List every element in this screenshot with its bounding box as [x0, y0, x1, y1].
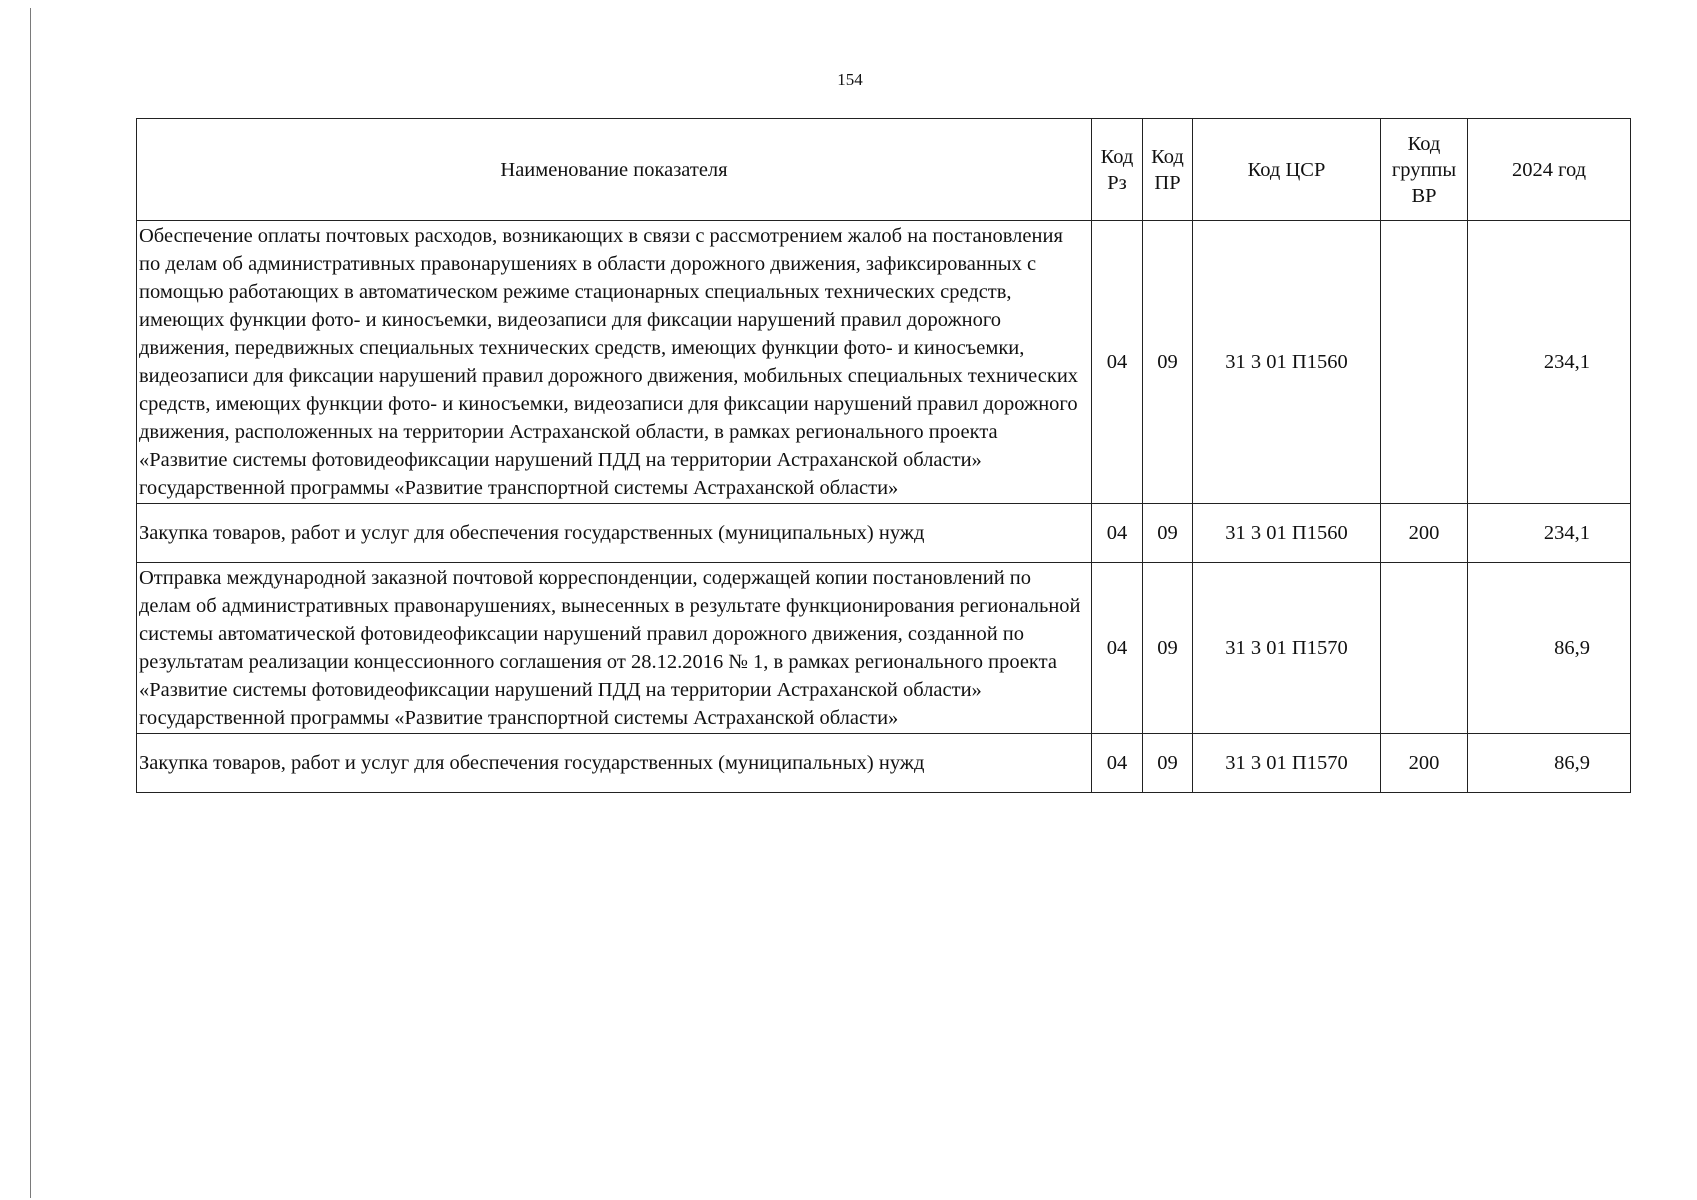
row-csr: 31 3 01 П1570 — [1193, 563, 1381, 734]
row-csr: 31 3 01 П1560 — [1193, 221, 1381, 504]
scan-edge-line — [30, 8, 31, 1198]
row-amount: 86,9 — [1468, 563, 1631, 734]
row-amount: 234,1 — [1468, 221, 1631, 504]
row-csr: 31 3 01 П1570 — [1193, 734, 1381, 793]
header-rz: Код Рз — [1092, 119, 1143, 221]
row-vr — [1381, 563, 1468, 734]
table-header-row — [137, 119, 1631, 221]
row-rz: 04 — [1092, 504, 1143, 563]
row-rz: 04 — [1092, 734, 1143, 793]
table-row — [137, 734, 1631, 793]
row-csr: 31 3 01 П1560 — [1193, 504, 1381, 563]
header-csr: Код ЦСР — [1193, 119, 1381, 221]
table-row — [137, 563, 1631, 734]
row-name: Закупка товаров, работ и услуг для обеспечения государственных (муниципальных) нужд — [137, 504, 1092, 563]
header-name: Наименование показателя — [137, 119, 1092, 221]
row-name: Обеспечение оплаты почтовых расходов, возникающих в связи с рассмотрением жалоб на постановления по делам об административных правонарушениях в области дорожного движения, зафиксированных с помощью работающих в автоматическом режиме стационарных специальных технических средств, имеющих функции фото- и киносъемки, видеозаписи для фиксации нарушений правил дорожного движения, передвижных специальных технических средств, имеющих функции фото- и киносъемки, видеозаписи для фиксации нарушений правил дорожного движения, мобильных специальных технических средств, имеющих функции фото- и киносъемки, видеозаписи для фиксации нарушений правил дорожного движения, расположенных на территории Астраханской области, в рамках регионального проекта «Развитие системы фотовидеофиксации нарушений ПДД на территории Астраханской области» государственной программы «Развитие транспортной системы Астраханской области» — [137, 221, 1092, 504]
row-pr: 09 — [1143, 563, 1193, 734]
header-year: 2024 год — [1468, 119, 1631, 221]
table-row — [137, 221, 1631, 504]
row-pr: 09 — [1143, 734, 1193, 793]
row-vr: 200 — [1381, 734, 1468, 793]
page-number: 154 — [837, 70, 863, 89]
row-vr — [1381, 221, 1468, 504]
budget-table — [136, 118, 1631, 793]
row-amount: 234,1 — [1468, 504, 1631, 563]
row-rz: 04 — [1092, 221, 1143, 504]
row-name: Отправка международной заказной почтовой корреспонденции, содержащей копии постановлений по делам об административных правонарушениях, вынесенных в результате функционирования региональной системы автоматической фотовидеофиксации нарушений правил дорожного движения, созданной по результатам реализации концессионного соглашения от 28.12.2016 № 1, в рамках регионального проекта «Развитие системы фотовидеофиксации нарушений ПДД на территории Астраханской области» государственной программы «Развитие транспортной системы Астраханской области» — [137, 563, 1092, 734]
row-pr: 09 — [1143, 221, 1193, 504]
table-row — [137, 504, 1631, 563]
row-rz: 04 — [1092, 563, 1143, 734]
row-name: Закупка товаров, работ и услуг для обеспечения государственных (муниципальных) нужд — [137, 734, 1092, 793]
header-pr: Код ПР — [1143, 119, 1193, 221]
header-vr: Код группы ВР — [1381, 119, 1468, 221]
row-vr: 200 — [1381, 504, 1468, 563]
row-amount: 86,9 — [1468, 734, 1631, 793]
row-pr: 09 — [1143, 504, 1193, 563]
